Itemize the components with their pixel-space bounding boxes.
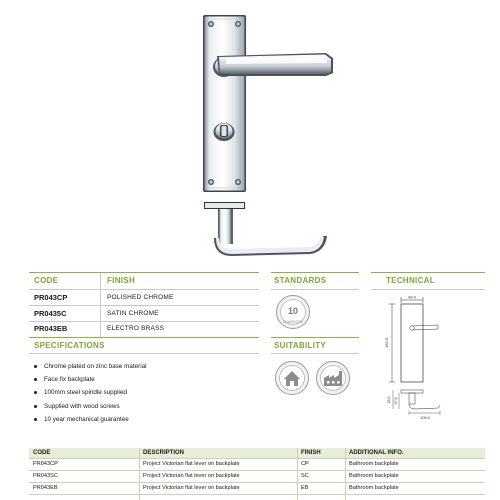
- codes-top-rule: [29, 272, 259, 273]
- specifications-list: [32, 360, 147, 426]
- technical-drawing: [380, 292, 485, 422]
- table-cell-code: PR043SC: [33, 473, 58, 479]
- product-table-header: [29, 448, 485, 458]
- standards-top-rule: [271, 272, 359, 273]
- column-header-code: CODE: [33, 449, 51, 456]
- commercial-badge: [315, 360, 351, 396]
- column-divider: [139, 448, 140, 500]
- row-divider: [29, 494, 485, 495]
- column-header-finish: FINISH: [301, 449, 321, 456]
- specification-item: Supplied with wood screws: [32, 400, 147, 413]
- width-dimension-label: 40.0: [408, 294, 416, 300]
- technical-rule: [371, 289, 485, 290]
- code-cell: PR043CP: [34, 293, 68, 302]
- column-header-description: DESCRIPTION: [143, 449, 185, 456]
- standards-rule: [271, 289, 359, 290]
- specification-item: 100mm steel spindle supplied: [32, 386, 147, 399]
- suitability-rule: [271, 353, 359, 354]
- table-cell-description: Project Victorian flat lever on backplate: [143, 461, 240, 467]
- table-cell-description: Project Victorian flat lever on backplate: [143, 473, 240, 479]
- specifications-rule: [29, 353, 259, 354]
- guarantee-badge-icon: [275, 294, 311, 330]
- side-profile: [204, 202, 327, 256]
- lever-length-label: 100.0: [420, 416, 430, 420]
- specification-item: 10 year mechanical guarantee: [32, 413, 147, 426]
- table-cell-finish: EB: [301, 485, 309, 491]
- depth-dimension-a: 25.0: [387, 396, 391, 404]
- row-divider: [29, 305, 259, 306]
- residential-badge: [274, 360, 310, 396]
- finish-cell: POLISHED CHROME: [107, 294, 174, 301]
- guarantee-badge: [275, 294, 311, 330]
- row-divider: [29, 470, 485, 471]
- finish-cell: ELECTRO BRASS: [107, 325, 165, 332]
- row-divider: [29, 482, 485, 483]
- specifications-top-rule: [29, 337, 259, 338]
- backplate: [203, 15, 246, 192]
- height-dimension-label: 150.0: [384, 337, 389, 349]
- column-divider: [297, 448, 298, 500]
- code-cell: PR043EB: [34, 324, 68, 333]
- lever-handle: [213, 53, 333, 77]
- factory-icon: [315, 360, 351, 396]
- technical-heading: TECHNICAL: [386, 276, 435, 285]
- suitability-heading: SUITABILITY: [274, 341, 327, 350]
- guarantee-number: 10: [287, 306, 299, 316]
- house-icon: [274, 360, 310, 396]
- column-divider: [345, 448, 346, 500]
- suitability-top-rule: [271, 337, 359, 338]
- specifications-heading: SPECIFICATIONS: [34, 341, 105, 350]
- codes-header-code: CODE: [34, 276, 59, 285]
- row-divider: [29, 458, 485, 459]
- table-cell-finish: CP: [301, 461, 309, 467]
- depth-dimension-b: 57.0: [394, 397, 398, 405]
- codes-header-rule: [29, 289, 259, 290]
- specification-item: Face fix backplate: [32, 373, 147, 386]
- table-cell-info: Bathroom backplate: [349, 485, 399, 491]
- table-cell-info: Bathroom backplate: [349, 461, 399, 467]
- specification-item: Chrome plated on zinc base material: [32, 360, 147, 373]
- privacy-turn: [214, 123, 235, 141]
- codes-header-finish: FINISH: [107, 276, 136, 285]
- code-cell: PR0435C: [34, 309, 67, 318]
- guarantee-text: GUARANTEE: [283, 320, 303, 324]
- column-header-additional-info: ADDITIONAL INFO.: [349, 449, 404, 456]
- technical-top-rule: [371, 272, 485, 273]
- table-cell-finish: SC: [301, 473, 309, 479]
- table-cell-code: PR043CP: [33, 461, 58, 467]
- standards-heading: STANDARDS: [274, 276, 327, 285]
- row-divider: [29, 321, 259, 322]
- table-cell-info: Bathroom backplate: [349, 473, 399, 479]
- finish-cell: SATIN CHROME: [107, 310, 159, 317]
- table-cell-code: PR043EB: [33, 485, 58, 491]
- table-cell-description: Project Victorian flat lever on backplate: [143, 485, 240, 491]
